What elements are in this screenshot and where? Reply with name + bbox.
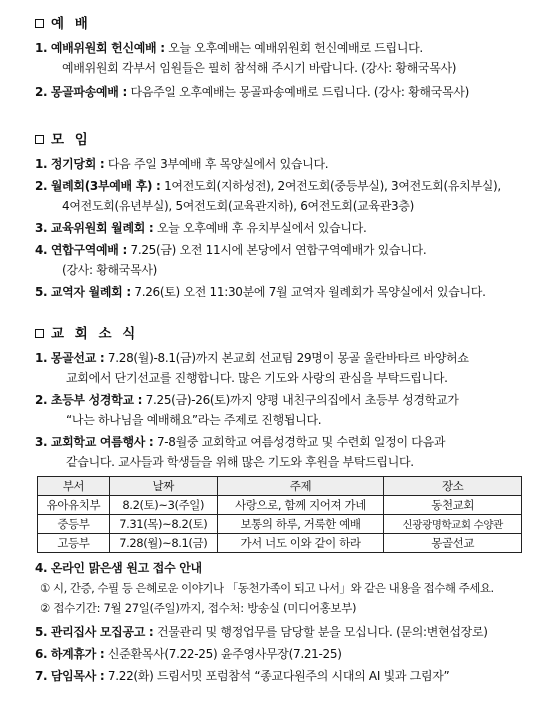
news-item-4-sub1: ① 시, 간증, 수필 등 은혜로운 이야기나 「동천가족이 되고 나서」와 같은 내용을 접수해 주세요. (40, 581, 494, 595)
square-bullet-icon (35, 19, 44, 28)
table-header-cell: 장소 (384, 477, 522, 496)
meeting-item-3: 3. 교육위원회 월례회 : 오늘 오후예배 후 유치부실에서 있습니다. (35, 221, 367, 235)
table-cell: 보통의 하루, 거룩한 예배 (217, 515, 384, 534)
meeting-item-4-cont: (강사: 황해국목사) (62, 263, 158, 277)
table-row (38, 515, 522, 534)
news-item-2: 2. 초등부 성경학교 : 7.25(금)-26(토)까지 양평 내친구의집에서 초등부 성경학교가 (35, 393, 459, 407)
news-item-4-sub2: ② 접수기간: 7월 27일(주일)까지, 접수처: 방송실 (미디어홍보부) (40, 601, 357, 615)
table-header-cell: 부서 (38, 477, 110, 496)
worship-item-1-cont: 예배위원회 각부서 임원들은 필히 참석해 주시기 바랍니다. (강사: 황해국목사) (62, 61, 457, 75)
table-header-cell: 주제 (217, 477, 384, 496)
table-header-cell: 날짜 (109, 477, 217, 496)
news-item-2-cont: “나는 하나님을 예배해요”라는 주제로 진행됩니다. (66, 413, 322, 427)
meeting-item-2-cont: 4여전도회(유년부실), 5여전도회(교육관지하), 6여전도회(교육관3층) (62, 199, 414, 213)
news-item-6: 6. 하계휴가 : 신준환목사(7.22-25) 윤주영사무장(7.21-25) (35, 647, 342, 661)
table-cell: 7.28(월)~8.1(금) (109, 534, 217, 553)
table-cell: 고등부 (38, 534, 110, 553)
section-header-news: 교 회 소 식 (35, 322, 138, 342)
news-item-3: 3. 교회학교 여름행사 : 7-8월중 교회학교 여름성경학교 및 수련회 일정이 다음과 (35, 435, 446, 449)
news-item-7: 7. 담임목사 : 7.22(화) 드림서밋 포럼참석 “종교다원주의 시대의 AI 빛과 그림자” (35, 669, 450, 683)
table-row (38, 534, 522, 553)
table-cell: 7.31(목)~8.2(토) (109, 515, 217, 534)
worship-item-2: 2. 몽골파송예배 : 다음주일 오후예배는 몽골파송예배로 드립니다. (강사: 황해국목사) (35, 85, 469, 99)
table-cell: 동천교회 (384, 496, 522, 515)
square-bullet-icon (35, 135, 44, 144)
section-header-worship: 예 배 (35, 12, 91, 32)
news-item-1-cont: 교회에서 단기선교를 진행합니다. 많은 기도와 사랑의 관심을 부탁드립니다. (66, 371, 448, 385)
table-cell: 가서 너도 이와 같이 하라 (217, 534, 384, 553)
table-cell: 신광광명학교회 수양관 (384, 515, 522, 534)
table-cell: 중등부 (38, 515, 110, 534)
section-header-meetings: 모 임 (35, 128, 91, 148)
table-header-row (38, 477, 522, 496)
meeting-item-1: 1. 정기당회 : 다음 주일 3부예배 후 목양실에서 있습니다. (35, 157, 329, 171)
news-item-1: 1. 몽골선교 : 7.28(월)-8.1(금)까지 본교회 선교팀 29명이 몽골 울란바타르 바양허쇼 (35, 351, 469, 365)
meeting-item-5: 5. 교역자 월례회 : 7.26(토) 오전 11:30분에 7월 교역자 월례회가 목양실에서 있습니다. (35, 285, 486, 299)
meeting-item-2: 2. 월례회(3부예배 후) : 1여전도회(지하성전), 2여전도회(중등부실), 3여전도회(유치부실), (35, 179, 501, 193)
worship-item-1: 1. 예배위원회 헌신예배 : 오늘 오후예배는 예배위원회 헌신예배로 드립니다. (35, 41, 423, 55)
news-item-3-cont: 같습니다. 교사들과 학생들을 위해 많은 기도와 후원을 부탁드립니다. (66, 455, 414, 469)
news-item-4: 4. 온라인 맑은샘 원고 접수 안내 (35, 561, 202, 575)
table-cell: 사랑으로, 함께 지어져 가네 (217, 496, 384, 515)
table-cell: 몽골선교 (384, 534, 522, 553)
table-row (38, 496, 522, 515)
table-cell: 8.2(토)~3(주일) (109, 496, 217, 515)
summer-schedule-table (37, 476, 522, 553)
meeting-item-4: 4. 연합구역예배 : 7.25(금) 오전 11시에 본당에서 연합구역예배가 있습니다. (35, 243, 427, 257)
square-bullet-icon (35, 329, 44, 338)
table-cell: 유아유치부 (38, 496, 110, 515)
news-item-5: 5. 관리집사 모집공고 : 건물관리 및 행정업무를 담당할 분을 모십니다. (문의:변현섭장로) (35, 625, 488, 639)
